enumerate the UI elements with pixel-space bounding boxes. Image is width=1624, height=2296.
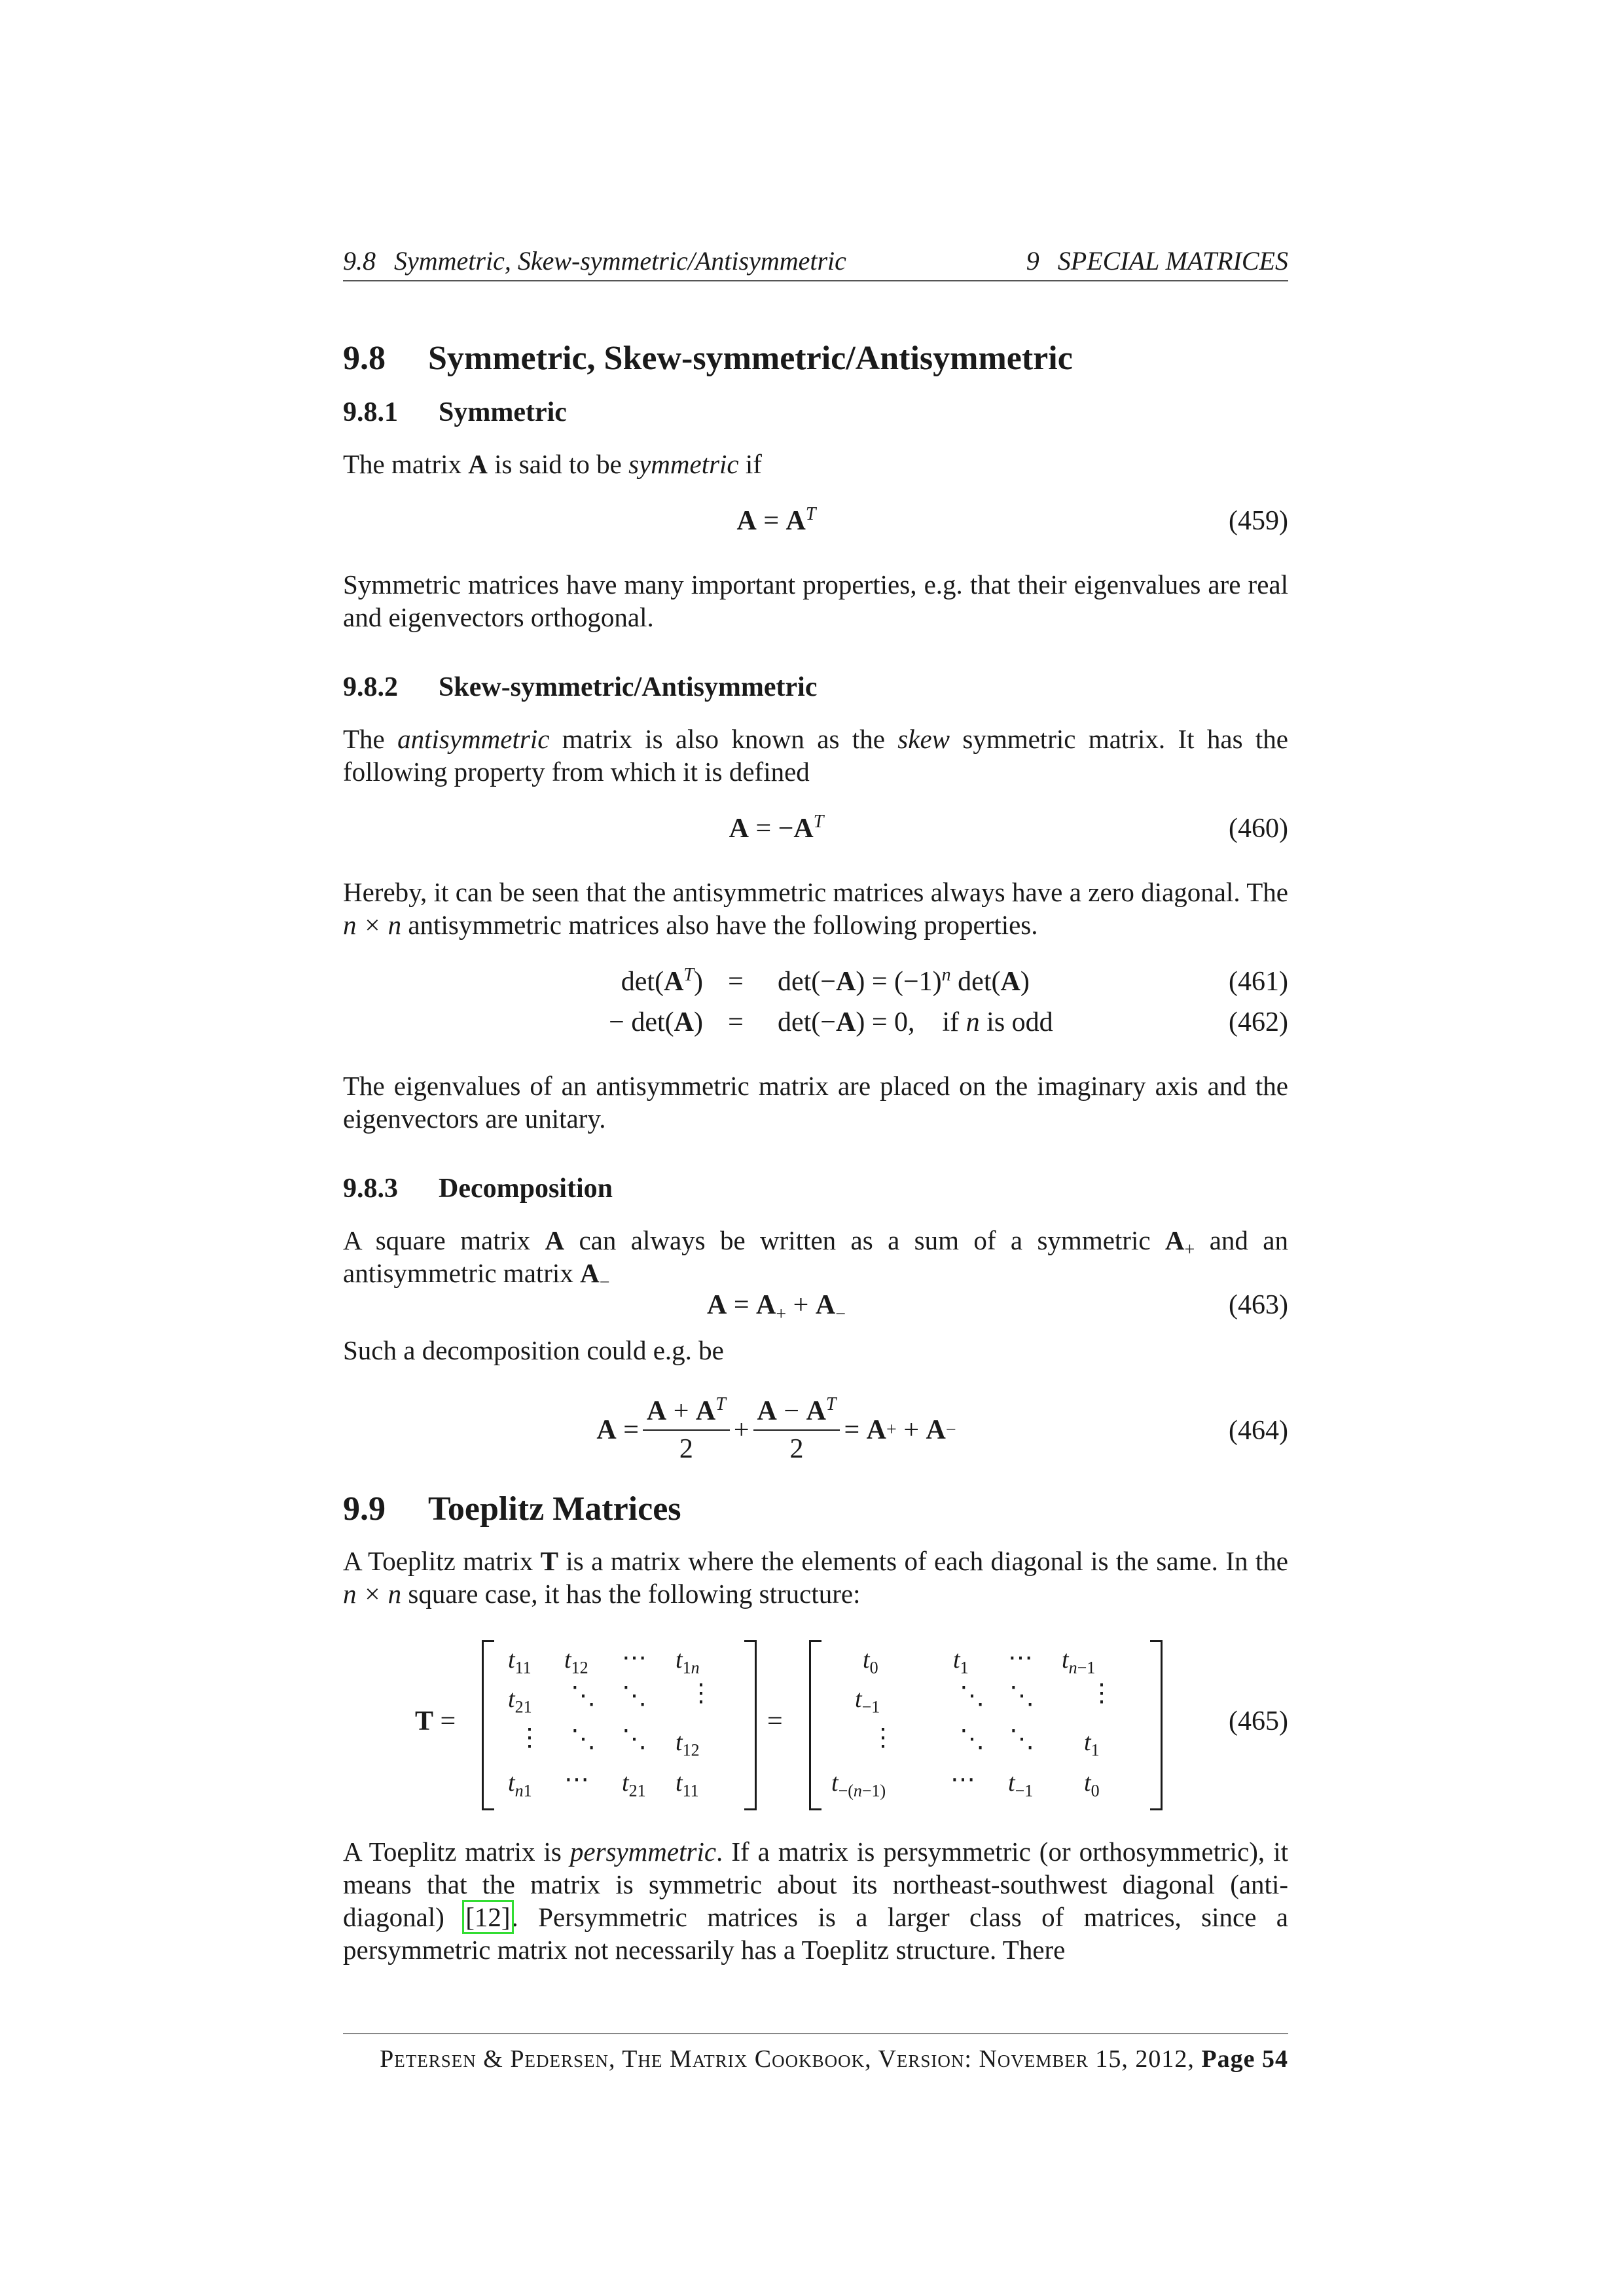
equation-number: (461) <box>1229 967 1288 997</box>
running-header-left: 9.8 Symmetric, Skew-symmetric/Antisymmetric <box>343 246 846 276</box>
equation-461: $\det(A^T)$ = $\det(-A) = (-1)^n$ det(A) (461) <box>621 965 1288 997</box>
equation-number: (465) <box>1229 1706 1288 1736</box>
page-number: Page 54 <box>1201 2045 1288 2073</box>
paragraph-eigenvalues-imaginary: The eigenvalues of an antisymmetric matrix are placed on the imaginary axis and the eigenvectors are unitary. <box>343 1071 1288 1134</box>
running-header-right: 9 SPECIAL MATRICES <box>1026 246 1288 276</box>
equation-462: − det(A) = det(−A) = 0, if n is odd (462) <box>609 1007 1288 1037</box>
paragraph-zero-diagonal: Hereby, it can be seen that the antisymmetric matrices always have a zero diagonal. The n × n antisymmetric matrices also have the following properties. <box>343 877 1288 940</box>
paragraph-antisymmetric-def: The antisymmetric matrix is also known as the skew symmetric matrix. It has the following property from which it is defined <box>343 724 1288 787</box>
section-heading-9-9: 9.9 Toeplitz Matrices <box>343 1490 681 1528</box>
paragraph-decomposition: A square matrix A can always be written as a sum of a symmetric $A_+$ and an antisymmetric matrix $A_-$ <box>343 1225 1288 1293</box>
toeplitz-matrix-general: $t_{11}$ $t_{12}$ ⋯ $t_{1n}$ $t_{21}$ ⋱ ⋱ ⋮ ⋮ ⋱ ⋱ $t_{12}$ $t_{n1}$ ⋯ $t_{21}$ $t_{11}$ <box>482 1640 757 1806</box>
citation-link[interactable]: [12] <box>465 1902 511 1932</box>
subsection-heading-9-8-2: 9.8.2 Skew-symmetric/Antisymmetric <box>343 672 818 702</box>
paragraph-symmetric-def: The matrix A is said to be symmetric if <box>343 449 762 479</box>
running-header <box>343 240 1288 281</box>
equation-465: T = $t_{11}$ $t_{12}$ ⋯ $t_{1n}$ $t_{21}$ ⋱ ⋱ ⋮ ⋮ ⋱ ⋱ $t_{12}$ $t_{n1}$ ⋯ $t_{21}$ $t_{11}$ = $t_0$ $t_1$ ⋯ $t_{n-1}$ $t_{-1}$ ⋱ ⋱ ⋮ ⋮ ⋱ ⋱ $t_1$ $t_{-(n-1)}$ ⋯ $t_{-1}$ $t_0$ (465) <box>343 1640 1288 1810</box>
document-page: 9.8 Symmetric, Skew-symmetric/Antisymmetric 9 SPECIAL MATRICES 9.8 Symmetric, Skew-symmetric/Antisymmetric 9.8.1 Symmetric The matrix A is said to be symmetric if $A = A^T$ (459) Symmetric matrices have many important properties, e.g. that their eigenvalues are real and eigenvectors orthogonal. 9.8.2 Skew-symmetric/Antisymmetric The antisymmetric matrix is also known as the skew symmetric matrix. It has the following property from which it is defined $A = -A^T$ (460) Hereby, it can be seen that the antisymmetric matrices always have a zero diagonal. The n × n antisymmetric matrices also have the following properties. $\det(A^T)$ = $\det(-A) = (-1)^n$ det(A) (461) − det(A) = det(−A) = 0, if n is odd (462) The eigenvalues of an antisymmetric matrix are placed on the imaginary axis and the eigenvectors are unitary. 9.8.3 Decomposition A square matrix A can always be written as a sum of a symmetric $A_+$ and an antisymmetric matrix $A_-$ $A = A_+ + A_-$ (463) Such a decomposition could e.g. be A = $\frac{A + A^T}{2}$ + $\frac{A - A^T}{2}$ = A + + A − (464) 9.9 Toeplitz Matrices A Toeplitz matrix T is a matrix where the elements of each diagonal is the same. In the n × n square case, it has the following structure: T = $t_{11}$ $t_{12}$ ⋯ $t_{1n}$ $t_{21}$ ⋱ ⋱ ⋮ ⋮ ⋱ ⋱ $t_{12}$ $t_{n1}$ ⋯ $t_{21}$ $t_{11}$ = $t_0$ $t_1$ ⋯ $t_{n-1}$ $t_{-1}$ ⋱ ⋱ ⋮ ⋮ ⋱ ⋱ $t_1$ $t_{-(n-1)}$ ⋯ $t_{-1}$ $t_0$ (465) A Toeplitz matrix is persymmetric. If a matrix is persymmetric (or orthosymmetric), it means that the matrix is symmetric about its northeast-southwest diagonal (anti-diagonal) [12]. Persymmetric matrices is a larger class of matrices, since a persymmetric matrix not necessarily has a Toeplitz structure. There Petersen & Pedersen, The Matrix Cookbook, Version: November 15, 2012, Page 54 <box>0 0 1624 2296</box>
paragraph-symmetric-properties: Symmetric matrices have many important properties, e.g. that their eigenvalues are real and eigenvectors orthogonal. <box>343 569 1288 632</box>
equation-464: A = $\frac{A + A^T}{2}$ + $\frac{A - A^T}{2}$ = A + + A − (464) <box>596 1394 1288 1464</box>
paragraph-persymmetric: A Toeplitz matrix is persymmetric. If a matrix is persymmetric (or orthosymmetric), it means that the matrix is symmetric about its northeast-southwest diagonal (anti-diagonal) [12]. Persymmetric matrices is a larger class of matrices, since a persymmetric matrix not necessarily has a Toeplitz structure. There <box>343 1837 1288 1965</box>
section-heading-9-8: 9.8 Symmetric, Skew-symmetric/Antisymmetric <box>343 340 1073 377</box>
paragraph-toeplitz-def: A Toeplitz matrix T is a matrix where the elements of each diagonal is the same. In the n × n square case, it has the following structure: <box>343 1546 1288 1609</box>
equation-number: (462) <box>1229 1007 1288 1037</box>
toeplitz-matrix-diagonal: $t_0$ $t_1$ ⋯ $t_{n-1}$ $t_{-1}$ ⋱ ⋱ ⋮ ⋮ ⋱ ⋱ $t_1$ $t_{-(n-1)}$ ⋯ $t_{-1}$ $t_0$ <box>809 1640 1163 1806</box>
subsection-heading-9-8-3: 9.8.3 Decomposition <box>343 1174 613 1204</box>
page-footer: Petersen & Pedersen, The Matrix Cookbook, Version: November 15, 2012, Page 54 <box>343 2033 1288 2073</box>
equation-number: (459) <box>1229 506 1288 536</box>
paragraph-decomposition-example: Such a decomposition could e.g. be <box>343 1335 724 1365</box>
equation-number: (463) <box>1229 1290 1288 1320</box>
equation-number: (460) <box>1229 814 1288 844</box>
equation-number: (464) <box>1229 1416 1288 1446</box>
subsection-heading-9-8-1: 9.8.1 Symmetric <box>343 397 567 427</box>
